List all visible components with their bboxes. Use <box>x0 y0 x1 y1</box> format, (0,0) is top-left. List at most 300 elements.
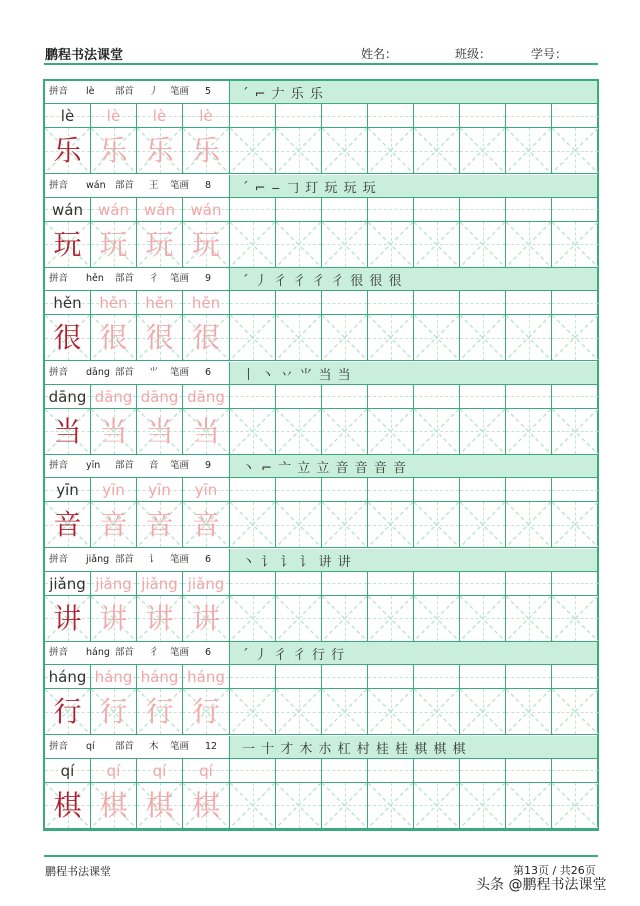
pinyin-cell[interactable] <box>506 385 552 408</box>
pinyin-cell[interactable] <box>322 478 368 501</box>
character-trace: 讲 <box>145 601 174 635</box>
pinyin-cell[interactable] <box>91 759 137 782</box>
pinyin-trace: dāng <box>187 387 225 406</box>
pinyin-trace: hěn <box>191 294 221 312</box>
pinyin-cell[interactable] <box>552 291 599 314</box>
writing-grid-cell[interactable] <box>276 315 322 360</box>
pinyin-cell[interactable] <box>183 291 230 314</box>
info-row <box>45 362 597 384</box>
pinyin-trace: qí <box>152 761 167 780</box>
character-block <box>45 81 597 174</box>
pinyin-row <box>45 197 597 221</box>
header-divider <box>44 63 598 65</box>
character-trace: 乐 <box>145 134 174 167</box>
pinyin-trace: háng <box>94 668 133 686</box>
stroke-count: 6 <box>205 366 212 378</box>
character-row <box>45 314 597 361</box>
writing-grid-cell[interactable] <box>230 783 276 828</box>
pinyin-cell[interactable] <box>45 572 91 595</box>
pinyin-cell[interactable] <box>552 572 599 595</box>
writing-grid-cell[interactable] <box>368 689 414 734</box>
pinyin-cell[interactable] <box>460 291 506 314</box>
character-row <box>45 221 597 268</box>
pinyin-cell[interactable] <box>91 198 137 221</box>
writing-grid-cell[interactable] <box>91 222 137 267</box>
pinyin-trace: yīn <box>194 481 218 499</box>
writing-grid-cell[interactable] <box>230 315 276 360</box>
writing-grid-cell[interactable] <box>91 783 137 828</box>
pinyin-cell[interactable] <box>183 198 230 221</box>
pinyin-cell[interactable] <box>45 104 91 127</box>
radical-label: 部首 <box>115 553 135 565</box>
writing-grid-cell[interactable] <box>91 502 137 547</box>
writing-grid-cell[interactable] <box>506 128 552 173</box>
writing-grid-cell[interactable] <box>368 315 414 360</box>
stroke-count: 9 <box>205 273 212 284</box>
writing-grid-cell[interactable] <box>276 222 322 267</box>
pinyin-cell[interactable] <box>368 385 414 408</box>
pinyin-cell[interactable] <box>552 478 599 501</box>
pinyin-cell[interactable] <box>322 572 368 595</box>
pinyin-cell[interactable] <box>506 291 552 314</box>
writing-grid-cell[interactable] <box>460 409 506 454</box>
pinyin-cell[interactable] <box>322 665 368 688</box>
pinyin-cell[interactable] <box>368 291 414 314</box>
writing-grid-cell[interactable] <box>506 502 552 547</box>
writing-grid-cell[interactable] <box>45 315 91 360</box>
pinyin-cell[interactable] <box>552 198 599 221</box>
pinyin-cell[interactable] <box>91 104 137 127</box>
writing-grid-cell[interactable] <box>183 409 230 454</box>
pinyin-label: 拼音 <box>49 86 69 97</box>
character-trace: 讲 <box>99 601 128 635</box>
pinyin-cell[interactable] <box>368 572 414 595</box>
writing-grid-cell[interactable] <box>322 222 368 267</box>
pinyin-cell[interactable] <box>552 759 599 782</box>
writing-grid-cell[interactable] <box>552 502 599 547</box>
pinyin-cell[interactable] <box>45 291 91 314</box>
writing-grid-cell[interactable] <box>322 315 368 360</box>
pinyin-cell[interactable] <box>45 759 91 782</box>
pinyin-trace: háng <box>140 668 179 686</box>
writing-grid-cell[interactable] <box>460 502 506 547</box>
info-row <box>45 175 597 197</box>
writing-grid-cell[interactable] <box>230 222 276 267</box>
writing-grid-cell[interactable] <box>506 409 552 454</box>
pinyin-cell[interactable] <box>183 104 230 127</box>
pinyin-cell[interactable] <box>460 572 506 595</box>
writing-grid-cell[interactable] <box>414 596 460 641</box>
pinyin-cell[interactable] <box>460 198 506 221</box>
writing-grid-cell[interactable] <box>368 502 414 547</box>
character-trace: 很 <box>191 321 220 354</box>
character-trace: 行 <box>99 695 128 728</box>
pinyin-cell[interactable] <box>137 478 183 501</box>
pinyin-trace: yīn <box>148 481 171 499</box>
stroke-order-band <box>230 362 597 384</box>
pinyin-cell[interactable] <box>460 478 506 501</box>
writing-grid-cell[interactable] <box>183 315 230 360</box>
writing-grid-cell[interactable] <box>183 783 230 828</box>
radical-value: 彳 <box>149 273 159 284</box>
pinyin-model: qí <box>60 761 75 780</box>
character-trace: 行 <box>145 695 174 728</box>
pinyin-cell[interactable] <box>368 759 414 782</box>
pinyin-cell[interactable] <box>414 104 460 127</box>
page-number: 第13页 / 共26页 <box>513 864 596 877</box>
pinyin-cell[interactable] <box>460 759 506 782</box>
pinyin-cell[interactable] <box>322 759 368 782</box>
writing-grid-cell[interactable] <box>368 783 414 828</box>
character-trace: 乐 <box>99 134 128 167</box>
pinyin-row <box>45 571 597 595</box>
character-model: 乐 <box>53 134 82 167</box>
character-model: 当 <box>53 414 82 448</box>
character-trace: 玩 <box>145 227 174 261</box>
pinyin-cell[interactable] <box>45 478 91 501</box>
pinyin-cell[interactable] <box>414 478 460 501</box>
pinyin-cell[interactable] <box>276 198 322 221</box>
writing-grid-cell[interactable] <box>322 596 368 641</box>
watermark: 头条 @鹏程书法课堂 <box>476 877 607 893</box>
writing-grid-cell[interactable] <box>183 222 230 267</box>
writing-grid-cell[interactable] <box>506 596 552 641</box>
character-trace: 音 <box>191 508 220 541</box>
writing-grid-cell[interactable] <box>276 783 322 828</box>
pinyin-cell[interactable] <box>414 572 460 595</box>
pinyin-trace: jiǎng <box>95 574 132 593</box>
writing-grid-cell[interactable] <box>506 222 552 267</box>
writing-grid-cell[interactable] <box>183 689 230 734</box>
pinyin-cell[interactable] <box>230 478 276 501</box>
writing-grid-cell[interactable] <box>460 783 506 828</box>
pinyin-label: 拼音 <box>49 647 69 658</box>
writing-grid-cell[interactable] <box>45 222 91 267</box>
pinyin-label: 拼音 <box>49 179 69 191</box>
pinyin-cell[interactable] <box>276 104 322 127</box>
pinyin-trace: jiǎng <box>187 574 225 593</box>
pinyin-cell[interactable] <box>91 478 137 501</box>
pinyin-cell[interactable] <box>414 759 460 782</box>
pinyin-cell[interactable] <box>368 104 414 127</box>
pinyin-row <box>45 664 597 688</box>
pinyin-cell[interactable] <box>183 759 230 782</box>
writing-grid-cell[interactable] <box>368 409 414 454</box>
pinyin-label: 拼音 <box>49 273 69 284</box>
pinyin-cell[interactable] <box>552 665 599 688</box>
pinyin-row <box>45 290 597 314</box>
stroke-order: ´ 丿 彳 彳 彳 彳 很 很 很 <box>242 274 403 289</box>
pinyin-cell[interactable] <box>137 291 183 314</box>
pinyin-cell[interactable] <box>368 198 414 221</box>
pinyin-cell[interactable] <box>183 665 230 688</box>
info-meta <box>45 362 230 384</box>
stroke-order-band <box>230 736 597 758</box>
writing-grid-cell[interactable] <box>137 783 183 828</box>
pinyin-row <box>45 384 597 408</box>
writing-grid-cell[interactable] <box>322 502 368 547</box>
info-row <box>45 268 597 290</box>
writing-grid-cell[interactable] <box>91 315 137 360</box>
pinyin-cell[interactable] <box>506 198 552 221</box>
stroke-order-band <box>230 268 597 290</box>
pinyin-cell[interactable] <box>368 478 414 501</box>
writing-grid-cell[interactable] <box>230 409 276 454</box>
stroke-order: 丶 ⌐ 亠 立 立 音 音 音 音 <box>242 461 407 476</box>
pinyin-value: qí <box>86 740 95 752</box>
footer-brand: 鹏程书法课堂 <box>45 865 111 878</box>
pinyin-model: hěn <box>53 294 82 312</box>
writing-grid-cell[interactable] <box>137 409 183 454</box>
radical-label: 部首 <box>115 460 135 471</box>
character-trace: 棋 <box>145 788 174 822</box>
pinyin-cell[interactable] <box>414 291 460 314</box>
pinyin-cell[interactable] <box>183 478 230 501</box>
info-meta <box>45 81 230 103</box>
pinyin-trace: lè <box>152 107 167 125</box>
writing-grid-cell[interactable] <box>552 689 599 734</box>
writing-grid-cell[interactable] <box>230 596 276 641</box>
writing-grid-cell[interactable] <box>230 689 276 734</box>
writing-grid-cell[interactable] <box>322 409 368 454</box>
pinyin-cell[interactable] <box>506 665 552 688</box>
pinyin-trace: lè <box>106 107 121 125</box>
pinyin-label: 拼音 <box>49 740 69 752</box>
pinyin-cell[interactable] <box>230 291 276 314</box>
pinyin-cell[interactable] <box>230 385 276 408</box>
writing-grid-cell[interactable] <box>368 128 414 173</box>
radical-value: 音 <box>149 460 159 471</box>
stroke-count: 6 <box>205 553 212 565</box>
writing-grid-cell[interactable] <box>414 783 460 828</box>
character-block <box>45 455 597 548</box>
character-model: 行 <box>53 695 82 728</box>
pinyin-cell[interactable] <box>91 665 137 688</box>
pinyin-cell[interactable] <box>137 665 183 688</box>
stroke-order-band <box>230 175 597 197</box>
writing-grid-cell[interactable] <box>506 689 552 734</box>
radical-value: 丿 <box>149 86 159 97</box>
info-meta <box>45 268 230 290</box>
character-model: 讲 <box>53 601 82 635</box>
writing-grid-cell[interactable] <box>460 222 506 267</box>
strokes-label: 笔画 <box>170 366 190 378</box>
writing-grid-cell[interactable] <box>91 409 137 454</box>
writing-grid-cell[interactable] <box>322 783 368 828</box>
pinyin-trace: yīn <box>102 481 125 499</box>
character-block <box>45 642 597 735</box>
writing-grid-cell[interactable] <box>276 128 322 173</box>
writing-grid-cell[interactable] <box>230 502 276 547</box>
writing-grid-cell[interactable] <box>552 783 599 828</box>
character-trace: 棋 <box>191 788 220 822</box>
pinyin-cell[interactable] <box>91 572 137 595</box>
writing-grid-cell[interactable] <box>368 222 414 267</box>
pinyin-cell[interactable] <box>552 385 599 408</box>
page-title: 鹏程书法课堂 <box>45 48 124 63</box>
pinyin-cell[interactable] <box>230 104 276 127</box>
writing-grid-cell[interactable] <box>45 128 91 173</box>
pinyin-value: yīn <box>86 460 101 471</box>
pinyin-cell[interactable] <box>137 104 183 127</box>
pinyin-model: wán <box>52 200 83 219</box>
info-meta <box>45 642 230 664</box>
writing-grid-cell[interactable] <box>368 596 414 641</box>
writing-grid-cell[interactable] <box>45 502 91 547</box>
radical-value: 彳 <box>149 647 159 658</box>
writing-grid-cell[interactable] <box>414 409 460 454</box>
writing-grid-cell[interactable] <box>183 502 230 547</box>
writing-grid-cell[interactable] <box>552 409 599 454</box>
character-trace: 当 <box>99 414 128 448</box>
pinyin-cell[interactable] <box>506 572 552 595</box>
pinyin-cell[interactable] <box>91 385 137 408</box>
pinyin-cell[interactable] <box>322 198 368 221</box>
character-block <box>45 549 597 642</box>
character-block <box>45 736 597 829</box>
writing-grid-cell[interactable] <box>91 596 137 641</box>
writing-grid-cell[interactable] <box>137 128 183 173</box>
character-row <box>45 782 597 829</box>
student-id-label: 学号： <box>531 47 568 61</box>
pinyin-cell[interactable] <box>414 198 460 221</box>
pinyin-cell[interactable] <box>276 385 322 408</box>
writing-grid-cell[interactable] <box>322 689 368 734</box>
writing-grid-cell[interactable] <box>276 596 322 641</box>
pinyin-cell[interactable] <box>183 385 230 408</box>
writing-grid-cell[interactable] <box>460 689 506 734</box>
character-trace: 乐 <box>191 134 220 167</box>
pinyin-cell[interactable] <box>322 291 368 314</box>
pinyin-cell[interactable] <box>322 385 368 408</box>
writing-grid-cell[interactable] <box>183 596 230 641</box>
stroke-order-band <box>230 642 597 664</box>
writing-grid-cell[interactable] <box>137 596 183 641</box>
pinyin-model: dāng <box>48 387 87 406</box>
pinyin-cell[interactable] <box>276 572 322 595</box>
writing-grid-cell[interactable] <box>414 689 460 734</box>
writing-grid-cell[interactable] <box>45 409 91 454</box>
pinyin-cell[interactable] <box>230 759 276 782</box>
pinyin-cell[interactable] <box>137 759 183 782</box>
pinyin-cell[interactable] <box>276 759 322 782</box>
pinyin-cell[interactable] <box>183 572 230 595</box>
radical-label: 部首 <box>115 179 135 191</box>
pinyin-cell[interactable] <box>460 665 506 688</box>
pinyin-trace: dāng <box>94 387 133 406</box>
pinyin-cell[interactable] <box>460 385 506 408</box>
pinyin-model: yīn <box>56 481 79 499</box>
pinyin-cell[interactable] <box>506 478 552 501</box>
writing-grid-cell[interactable] <box>552 222 599 267</box>
writing-grid-cell[interactable] <box>91 689 137 734</box>
pinyin-cell[interactable] <box>368 665 414 688</box>
pinyin-cell[interactable] <box>276 478 322 501</box>
pinyin-value: háng <box>86 647 110 658</box>
info-meta <box>45 175 230 197</box>
strokes-label: 笔画 <box>170 273 190 284</box>
writing-grid-cell[interactable] <box>552 128 599 173</box>
writing-grid-cell[interactable] <box>414 502 460 547</box>
pinyin-cell[interactable] <box>414 665 460 688</box>
writing-grid-cell[interactable] <box>91 128 137 173</box>
pinyin-cell[interactable] <box>276 291 322 314</box>
writing-grid-cell[interactable] <box>414 128 460 173</box>
writing-grid-cell[interactable] <box>460 128 506 173</box>
pinyin-label: 拼音 <box>49 366 69 378</box>
strokes-label: 笔画 <box>170 86 190 97</box>
writing-grid-cell[interactable] <box>506 315 552 360</box>
pinyin-cell[interactable] <box>91 291 137 314</box>
info-row <box>45 736 597 758</box>
info-meta <box>45 455 230 477</box>
radical-label: 部首 <box>115 740 135 752</box>
pinyin-trace: jiǎng <box>141 574 178 593</box>
pinyin-cell[interactable] <box>230 198 276 221</box>
writing-grid-cell[interactable] <box>137 222 183 267</box>
writing-grid-cell[interactable] <box>137 315 183 360</box>
pinyin-cell[interactable] <box>460 104 506 127</box>
writing-grid-cell[interactable] <box>276 689 322 734</box>
writing-grid-cell[interactable] <box>45 689 91 734</box>
writing-grid-cell[interactable] <box>45 783 91 828</box>
writing-grid-cell[interactable] <box>414 222 460 267</box>
stroke-order: 丨 丶 丷 ⺌ 当 当 <box>242 367 352 383</box>
writing-grid-cell[interactable] <box>552 596 599 641</box>
pinyin-cell[interactable] <box>137 385 183 408</box>
pinyin-cell[interactable] <box>506 104 552 127</box>
pinyin-cell[interactable] <box>230 572 276 595</box>
writing-grid-cell[interactable] <box>137 689 183 734</box>
character-row <box>45 595 597 642</box>
writing-grid-cell[interactable] <box>322 128 368 173</box>
strokes-label: 笔画 <box>170 179 190 191</box>
writing-grid-cell[interactable] <box>552 315 599 360</box>
pinyin-model: lè <box>60 107 75 125</box>
pinyin-trace: hěn <box>145 294 174 312</box>
writing-grid-cell[interactable] <box>183 128 230 173</box>
strokes-label: 笔画 <box>170 647 190 658</box>
pinyin-cell[interactable] <box>45 665 91 688</box>
writing-grid-cell[interactable] <box>460 596 506 641</box>
writing-grid-cell[interactable] <box>230 128 276 173</box>
pinyin-cell[interactable] <box>137 198 183 221</box>
pinyin-cell[interactable] <box>414 385 460 408</box>
pinyin-cell[interactable] <box>506 759 552 782</box>
writing-grid-cell[interactable] <box>414 315 460 360</box>
pinyin-cell[interactable] <box>230 665 276 688</box>
pinyin-cell[interactable] <box>276 665 322 688</box>
pinyin-cell[interactable] <box>322 104 368 127</box>
writing-grid-cell[interactable] <box>276 409 322 454</box>
practice-sheet <box>43 79 599 831</box>
character-trace: 当 <box>145 414 174 448</box>
writing-grid-cell[interactable] <box>45 596 91 641</box>
pinyin-cell[interactable] <box>45 385 91 408</box>
writing-grid-cell[interactable] <box>506 783 552 828</box>
pinyin-cell[interactable] <box>45 198 91 221</box>
pinyin-cell[interactable] <box>137 572 183 595</box>
character-trace: 很 <box>99 321 128 354</box>
character-trace: 当 <box>191 414 220 448</box>
writing-grid-cell[interactable] <box>276 502 322 547</box>
stroke-count: 6 <box>205 647 212 658</box>
writing-grid-cell[interactable] <box>460 315 506 360</box>
pinyin-cell[interactable] <box>552 104 599 127</box>
character-model: 音 <box>53 508 82 541</box>
writing-grid-cell[interactable] <box>137 502 183 547</box>
character-trace: 音 <box>99 508 128 541</box>
